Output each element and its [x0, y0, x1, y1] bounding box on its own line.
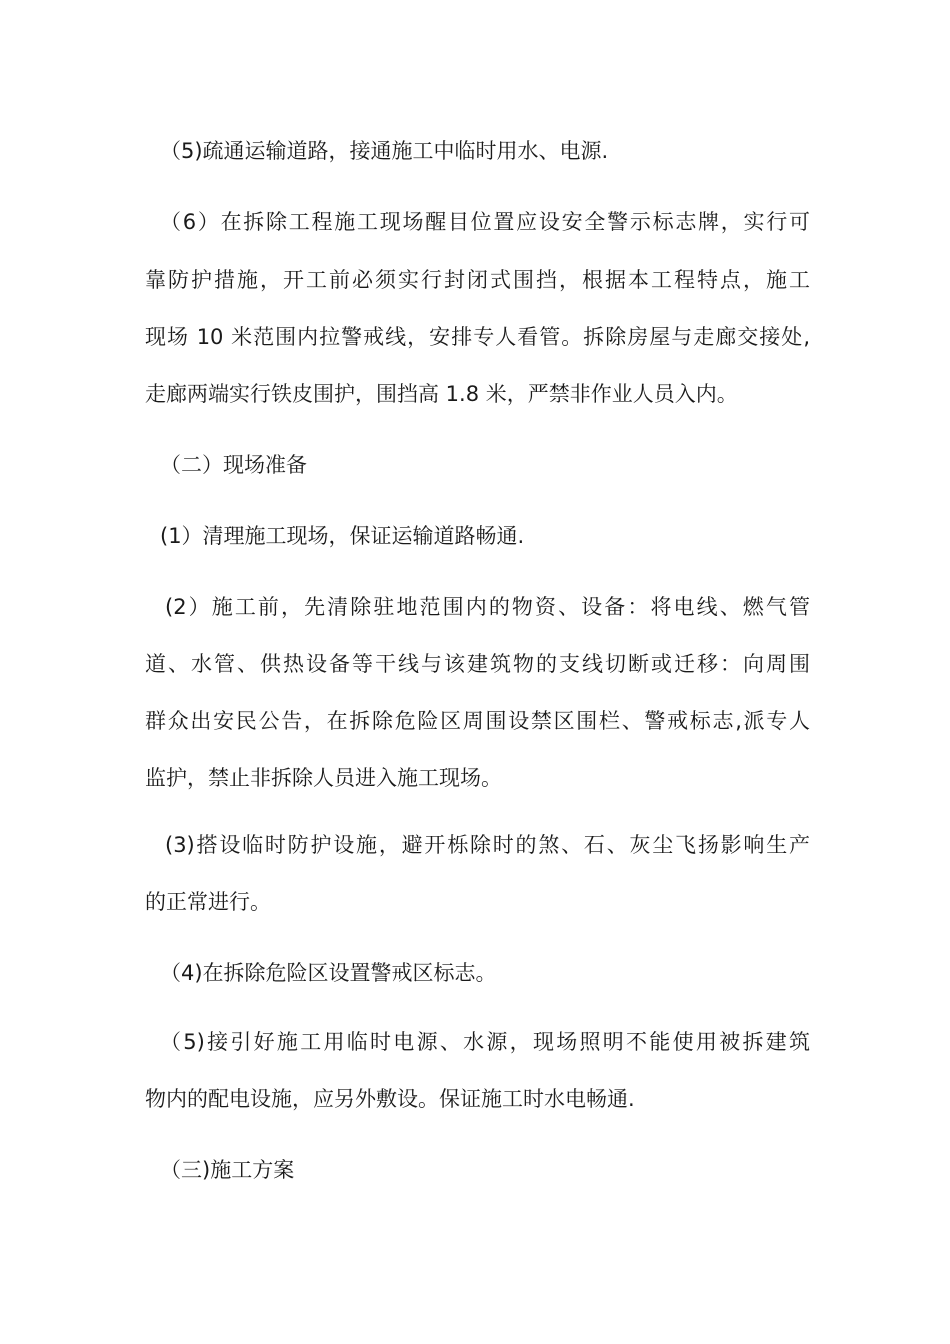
paragraph-3-line-2: 的正常进行。 [145, 890, 271, 914]
paragraph-2-line-2: 道、水管、供热设备等干线与该建筑物的支线切断或迁移：向周围 [145, 652, 810, 676]
paragraph-2-line-3: 群众出安民公告，在拆除危险区周围设禁区围栏、警戒标志,派专人 [145, 709, 810, 733]
paragraph-6-line-3: 现场 10 米范围内拉警戒线，安排专人看管。拆除房屋与走廊交接处, [145, 325, 810, 349]
paragraph-4-warning-sign: （4)在拆除危险区设置警戒区标志。 [160, 961, 497, 985]
paragraph-5-transport-road: （5)疏通运输道路，接通施工中临时用水、电源. [160, 139, 609, 163]
paragraph-6-line-1: （6）在拆除工程施工现场醒目位置应设安全警示标志牌，实行可 [160, 210, 810, 234]
paragraph-1-clean-site: (1）清理施工现场，保证运输道路畅通. [160, 524, 525, 548]
section-heading-construction-plan: （三)施工方案 [160, 1158, 295, 1182]
paragraph-5-line-2: 物内的配电设施，应另外敷设。保证施工时水电畅通. [145, 1087, 635, 1111]
paragraph-6-line-2: 靠防护措施，开工前必须实行封闭式围挡，根据本工程特点，施工 [145, 268, 810, 292]
paragraph-5-line-1: （5)接引好施工用临时电源、水源，现场照明不能使用被拆建筑 [160, 1030, 810, 1054]
paragraph-2-line-4: 监护，禁止非拆除人员进入施工现场。 [145, 766, 502, 790]
paragraph-2-line-1: (2）施工前，先清除驻地范围内的物资、设备：将电线、燃气管 [165, 595, 810, 619]
paragraph-6-line-4: 走廊两端实行铁皮围护，围挡高 1.8 米，严禁非作业人员入内。 [145, 382, 738, 406]
paragraph-3-line-1: (3)搭设临时防护设施，避开栎除时的煞、石、灰尘飞扬影响生产 [165, 833, 810, 857]
section-heading-site-preparation: （二）现场准备 [160, 453, 307, 477]
